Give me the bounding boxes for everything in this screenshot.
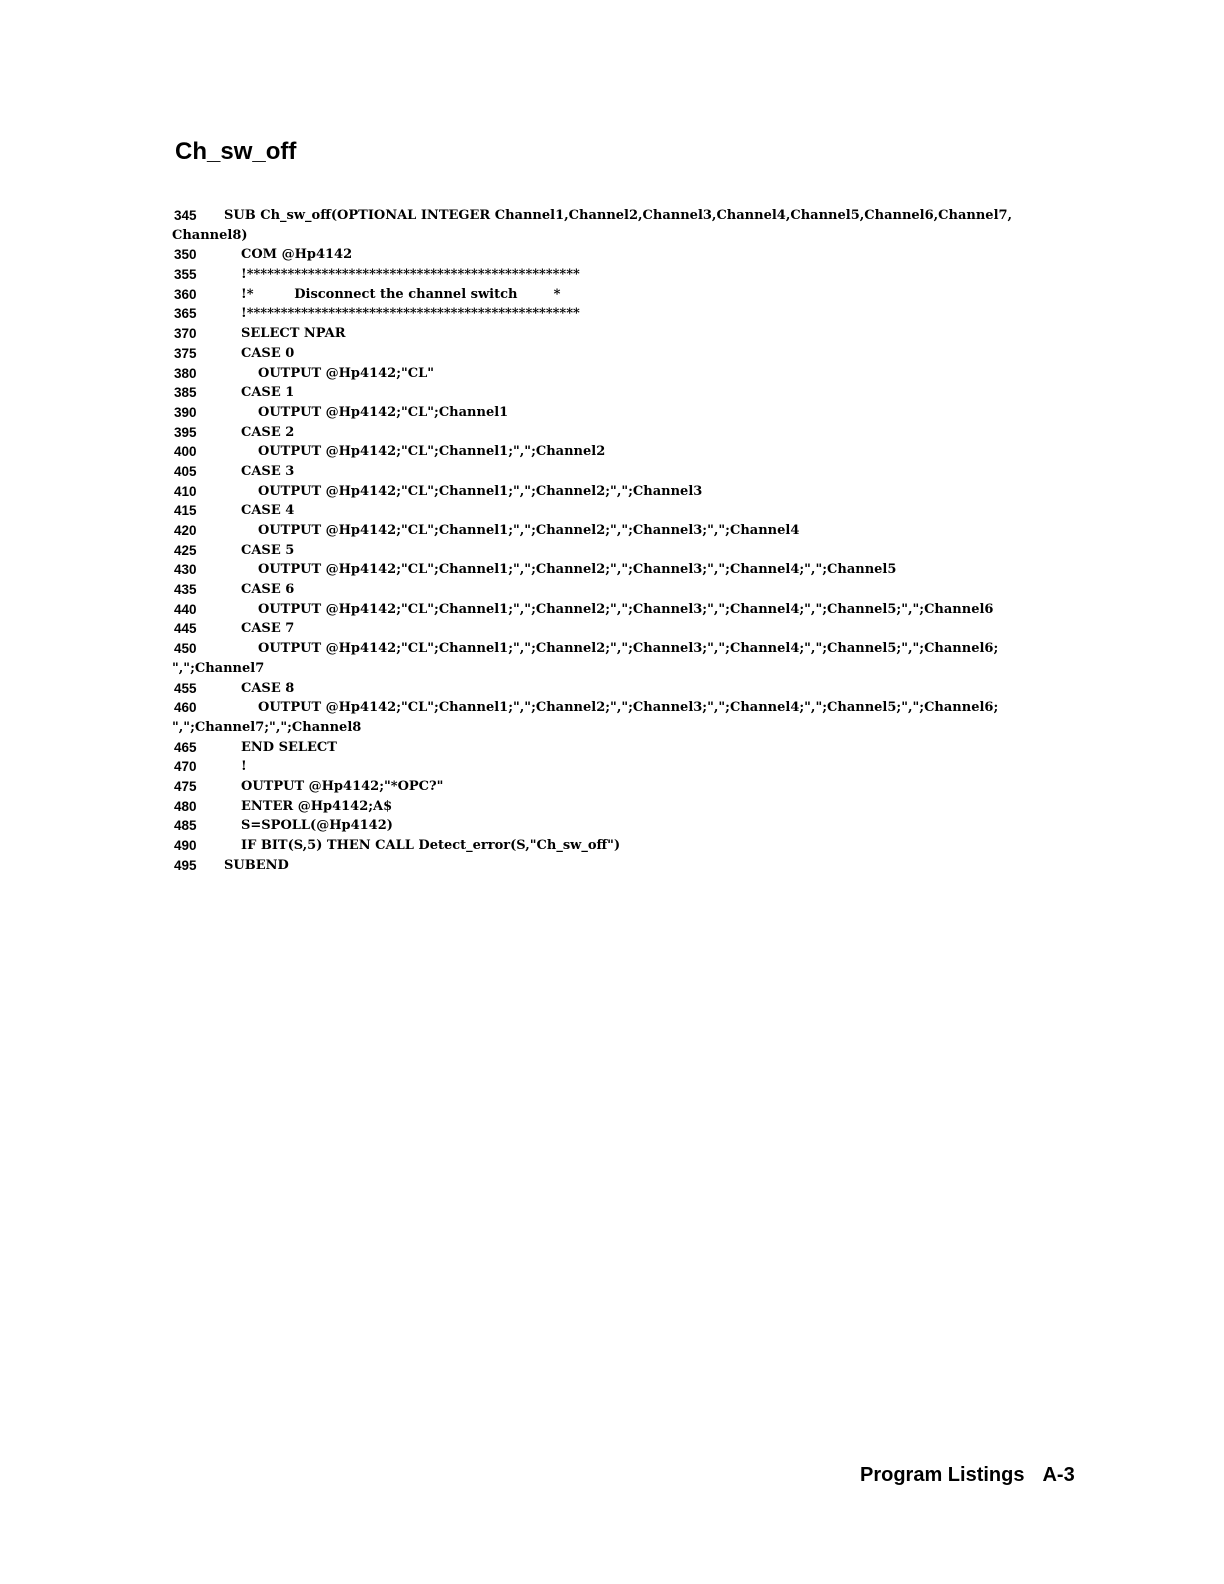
code-line — [172, 344, 1072, 364]
code-line — [172, 856, 1072, 876]
code-text: CASE 4 — [241, 503, 295, 519]
footer-section-title: Program Listings — [860, 1464, 1025, 1486]
code-line — [172, 265, 1072, 285]
code-text: END SELECT — [241, 739, 337, 755]
code-text: SELECT NPAR — [241, 326, 346, 342]
line-number: 420 — [174, 523, 197, 538]
line-number: 465 — [174, 739, 197, 755]
code-text: CASE 0 — [241, 345, 295, 361]
code-line — [172, 206, 1072, 226]
line-number: 350 — [174, 247, 197, 263]
code-text: SUB Ch_sw_off(OPTIONAL INTEGER Channel1,Channel2,Channel3,Channel4,Channel5,Channel6,Channel7, — [224, 208, 1013, 223]
line-number: 410 — [174, 483, 197, 499]
code-text: IF BIT(S,5) THEN CALL Detect_error(S,"Ch_sw_off") — [241, 838, 621, 853]
code-text: OUTPUT @Hp4142;"CL" — [258, 365, 435, 381]
line-number: 415 — [174, 503, 197, 519]
code-continuation-text: ",";Channel7;",";Channel8 — [172, 719, 362, 735]
code-text: !************************************************* — [241, 306, 580, 322]
code-line — [172, 757, 1072, 777]
code-text: S=SPOLL(@Hp4142) — [241, 818, 393, 834]
code-line — [172, 403, 1072, 423]
program-listing — [172, 206, 1072, 875]
line-number: 475 — [174, 778, 197, 794]
code-text: OUTPUT @Hp4142;"CL";Channel1;",";Channel2;",";Channel3;",";Channel4;",";Channel5;",";Channel6 — [258, 601, 994, 617]
code-text: ! — [241, 759, 247, 775]
code-line — [172, 718, 1072, 738]
code-line — [172, 521, 1072, 541]
code-text: OUTPUT @Hp4142;"CL";Channel1;",";Channel2;",";Channel3;",";Channel4 — [258, 523, 800, 538]
line-number: 470 — [174, 759, 197, 775]
footer-page-number: A-3 — [1042, 1464, 1075, 1486]
line-number: 425 — [174, 542, 197, 558]
code-continuation-text: ",";Channel7 — [172, 660, 265, 676]
line-number: 450 — [174, 641, 197, 657]
code-line — [172, 659, 1072, 679]
code-line — [172, 364, 1072, 384]
line-number: 365 — [174, 306, 197, 322]
code-line — [172, 501, 1072, 521]
code-line — [172, 541, 1072, 561]
line-number: 395 — [174, 424, 197, 440]
code-text: SUBEND — [224, 857, 289, 873]
line-number: 385 — [174, 385, 197, 401]
code-text: CASE 3 — [241, 463, 295, 479]
code-text: OUTPUT @Hp4142;"*OPC?" — [241, 778, 444, 794]
code-text: !* Disconnect the channel switch * — [241, 286, 561, 302]
code-line — [172, 698, 1072, 718]
line-number: 440 — [174, 601, 197, 617]
code-line — [172, 816, 1072, 836]
code-text: CASE 2 — [241, 424, 295, 440]
line-number: 390 — [174, 404, 197, 420]
code-line — [172, 619, 1072, 639]
code-text: OUTPUT @Hp4142;"CL";Channel1;",";Channel2;",";Channel3;",";Channel4;",";Channel5;",";Channel6; — [258, 641, 999, 657]
code-text: CASE 7 — [241, 621, 295, 637]
code-text: CASE 8 — [241, 680, 295, 696]
line-number: 430 — [174, 562, 197, 578]
line-number: 485 — [174, 818, 197, 834]
code-line — [172, 383, 1072, 403]
code-text: CASE 6 — [241, 582, 295, 598]
line-number: 370 — [174, 326, 197, 342]
code-continuation-text: Channel8) — [172, 227, 248, 243]
code-line — [172, 285, 1072, 305]
code-text: OUTPUT @Hp4142;"CL";Channel1;",";Channel2;",";Channel3 — [258, 483, 703, 499]
line-number: 435 — [174, 582, 197, 598]
code-line — [172, 600, 1072, 620]
line-number: 375 — [174, 345, 197, 361]
code-line — [172, 226, 1072, 246]
line-number: 490 — [174, 838, 197, 853]
code-line — [172, 462, 1072, 482]
code-text: OUTPUT @Hp4142;"CL";Channel1;",";Channel2 — [258, 444, 606, 460]
code-line — [172, 324, 1072, 344]
line-number: 405 — [174, 463, 197, 479]
code-text: CASE 1 — [241, 385, 295, 401]
line-number: 455 — [174, 680, 197, 696]
code-text: !************************************************* — [241, 267, 580, 283]
code-line — [172, 679, 1072, 699]
line-number: 360 — [174, 286, 197, 302]
line-number: 480 — [174, 798, 197, 814]
line-number: 380 — [174, 365, 197, 381]
code-text: COM @Hp4142 — [241, 247, 353, 263]
code-line — [172, 423, 1072, 443]
code-line — [172, 245, 1072, 265]
code-text: OUTPUT @Hp4142;"CL";Channel1;",";Channel2;",";Channel3;",";Channel4;",";Channel5;",";Channel6; — [258, 700, 999, 716]
code-line — [172, 482, 1072, 502]
code-line — [172, 580, 1072, 600]
code-line — [172, 304, 1072, 324]
code-line — [172, 738, 1072, 758]
line-number: 400 — [174, 444, 197, 460]
code-line — [172, 777, 1072, 797]
code-line — [172, 442, 1072, 462]
code-text: OUTPUT @Hp4142;"CL";Channel1;",";Channel2;",";Channel3;",";Channel4;",";Channel5 — [258, 562, 897, 578]
line-number: 345 — [174, 208, 197, 223]
code-line — [172, 797, 1072, 817]
line-number: 460 — [174, 700, 197, 716]
code-line — [172, 836, 1072, 856]
line-number: 495 — [174, 857, 197, 873]
section-title: Ch_sw_off — [175, 138, 297, 165]
code-text: CASE 5 — [241, 542, 295, 558]
code-text: OUTPUT @Hp4142;"CL";Channel1 — [258, 404, 509, 420]
code-text: ENTER @Hp4142;A$ — [241, 798, 393, 814]
line-number: 355 — [174, 267, 197, 283]
line-number: 445 — [174, 621, 197, 637]
code-line — [172, 639, 1072, 659]
code-line — [172, 560, 1072, 580]
page-footer — [860, 1464, 1075, 1487]
